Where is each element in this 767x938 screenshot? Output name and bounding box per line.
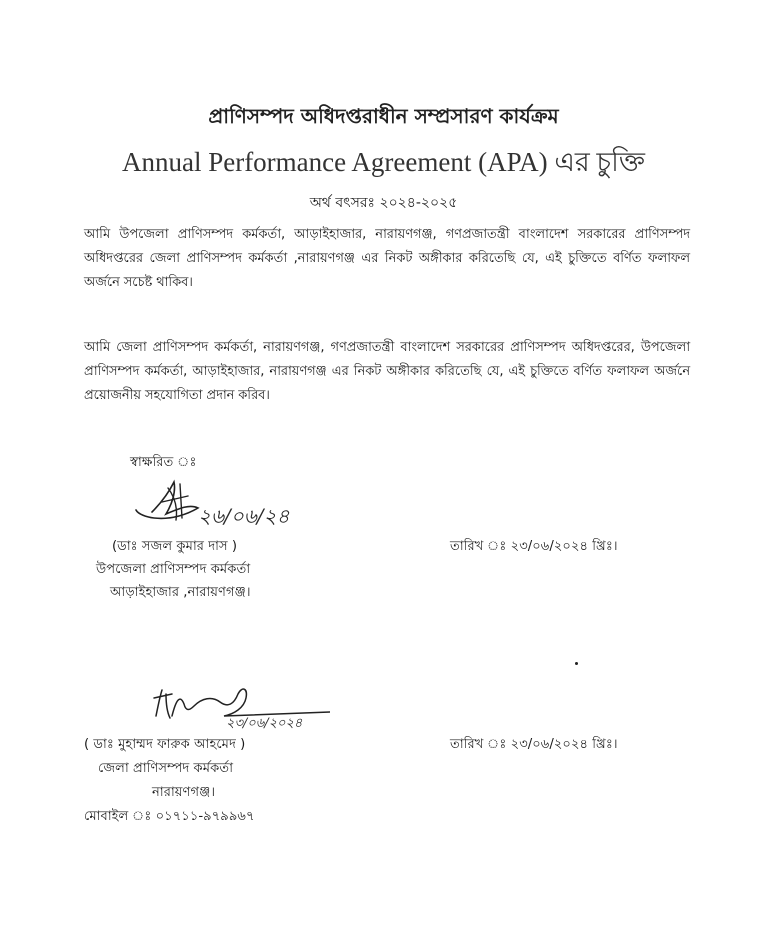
program-title: প্রাণিসম্পদ অধিদপ্তরাধীন সম্প্রসারণ কার্যক্রম xyxy=(208,104,559,128)
upazila-signing-date: তারিখ ঃ ২৩/০৬/২০২৪ খ্রিঃ। xyxy=(450,539,618,554)
scan-speck xyxy=(575,662,578,665)
signature-handwritten-date-upazila: ২৬/০৬/২৪ xyxy=(198,504,290,528)
district-officer-name: ( ডাঃ মুহাম্মদ ফারুক আহমেদ ) xyxy=(84,737,246,752)
upazila-officer-designation: উপজেলা প্রাণিসম্পদ কর্মকর্তা xyxy=(96,562,251,577)
fiscal-year: অর্থ বৎসরঃ ২০২৪-২০২৫ xyxy=(309,195,458,211)
district-officer-mobile: মোবাইল ঃ ০১৭১১-৯৭৯৯৬৭ xyxy=(84,809,255,824)
signed-label: স্বাক্ষরিত ঃ xyxy=(130,455,197,470)
district-commitment-paragraph: আমি জেলা প্রাণিসম্পদ কর্মকর্তা, নারায়ণগঞ্জ, গণপ্রজাতন্ত্রী বাংলাদেশ সরকারের প্রাণিসম্পদ অধিদপ্তরের, উপজেলা প্রাণিসম্পদ কর্মকর্তা, আড়াইহাজার, নারায়ণগঞ্জ এর নিকট অঙ্গীকার করিতেছি যে, এই চুক্তিতে বর্ণিত ফলাফল অর্জনে প্রয়োজনীয় সহযোগিতা প্রদান করিব। xyxy=(84,340,690,403)
signature-handwritten-date-district: ২৩/০৬/২০২৪ xyxy=(226,716,303,731)
district-officer-designation: জেলা প্রাণিসম্পদ কর্মকর্তা xyxy=(98,761,234,776)
district-signing-date: তারিখ ঃ ২৩/০৬/২০২৪ খ্রিঃ। xyxy=(450,737,618,752)
upazila-officer-name: (ডাঃ সজল কুমার দাস ) xyxy=(112,539,238,554)
upazila-officer-location: আড়াইহাজার ,নারায়ণগঞ্জ। xyxy=(110,585,251,600)
agreement-title: Annual Performance Agreement (APA) এর চুক্তি xyxy=(121,147,646,177)
district-officer-location: নারায়ণগঞ্জ। xyxy=(152,785,216,800)
upazila-commitment-paragraph: আমি উপজেলা প্রাণিসম্পদ কর্মকর্তা, আড়াইহাজার, নারায়ণগঞ্জ, গণপ্রজাতন্ত্রী বাংলাদেশ সরকারের প্রাণিসম্পদ অধিদপ্তরের জেলা প্রাণিসম্পদ কর্মকর্তা ,নারায়ণগঞ্জ এর নিকট অঙ্গীকার করিতেছি যে, এই চুক্তিতে বর্ণিত ফলাফল অর্জনে সচেষ্ট থাকিব। xyxy=(84,227,690,290)
